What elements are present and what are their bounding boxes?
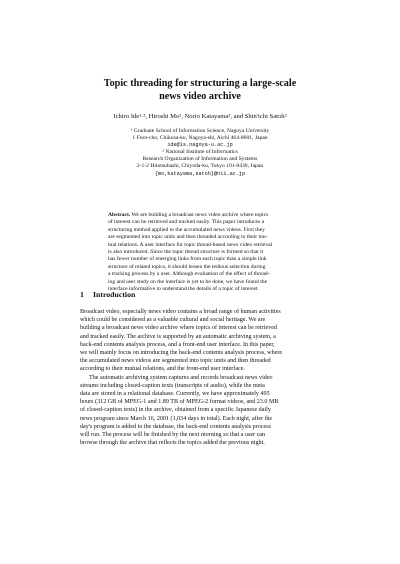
- body-line: the accumulated news videos are segmented into topic units and then threaded: [80, 358, 271, 365]
- body-line: streams including closed-caption texts (transcripts of audio), while the meta: [80, 382, 265, 389]
- abstract-line: a tracking process by a user. Although evaluation of the effect of thread-: [108, 271, 270, 278]
- section-title: Introduction: [93, 290, 136, 299]
- body-line: according to their mutual relations, and the front-end user interface.: [80, 366, 245, 373]
- body-line: news program since March 16, 2001 (1,034 days in total). Each night, after the: [80, 415, 273, 422]
- abstract-line: tual relations. A user interface for topic thread-based news video retrieval: [108, 241, 273, 248]
- affiliation-line: 1 Furo-cho, Chikusa-ku, Nagoya-shi, Aichi 464-8601, Japan: [132, 135, 268, 142]
- email-address: {mo,katayama,satoh}@nii.ac.jp: [154, 170, 246, 177]
- body-line: of closed-caption texts) in the archive, obtained from a specific Japanese daily: [80, 407, 271, 414]
- body-line: which could be considered as a valuable cultural and social heritage. We are: [80, 317, 266, 324]
- paper-title: [60, 78, 340, 103]
- body-text: [80, 308, 322, 447]
- body-line: will run. The process will be finished by the next morning so that a user can: [80, 432, 266, 439]
- affiliation-line: ¹ Graduate School of Information Science, Nagoya University: [130, 128, 270, 134]
- affiliation-line: ² National Institute of Informatics: [162, 149, 238, 156]
- section-heading: [80, 290, 135, 300]
- abstract-line: ing and user study on the interface is yet to be done, we have found the: [108, 278, 268, 285]
- title-line: Topic threading for structuring a large-scale: [103, 78, 297, 89]
- abstract-line: structuring method applied to the accumulated news videos. First they: [108, 226, 265, 233]
- affiliation-line: 2-1-2 Hitotsubashi, Chiyoda-ku, Tokyo 101-8430, Japan: [136, 163, 264, 170]
- abstract-line: is also introduced. Since the topic thread structure is formed so that it: [108, 249, 264, 256]
- body-line: browse through the archive that reflects the topics added the previous night.: [80, 440, 265, 447]
- affiliation-line: Research Organization of Information and Systems: [142, 156, 258, 163]
- email-address: ide@is.nagoya-u.ac.jp: [167, 142, 233, 149]
- author-list: Ichiro Ide¹·², Hiroshi Mo², Norio Katayama², and Shin'ichi Satoh²: [113, 113, 287, 120]
- body-line: we will mainly focus on introducing the back-end contents analysis process, where: [80, 350, 283, 357]
- abstract-first-text: We are building a broadcast news video archive where topics: [131, 212, 269, 218]
- abstract-label: Abstract.: [108, 212, 131, 218]
- body-line: building a broadcast news video archive where topics of interest can be retrieved: [80, 325, 277, 332]
- abstract-line: has fewer number of emerging links from each topic than a simple link: [108, 256, 267, 263]
- body-line: and tracked easily. The archive is supported by an automatic archiving system, a: [80, 333, 276, 340]
- body-line: hours (312 GB of MPEG-1 and 1.89 TB of MPEG-2 format videos, and 23.0 MB: [80, 399, 279, 406]
- abstract: [108, 212, 294, 293]
- title-line: news video archive: [159, 90, 241, 102]
- body-line: back-end contents analysis process, and a front-end user interface. In this paper,: [80, 341, 275, 348]
- body-line: day's program is added to the database, the back-end contents analysis process: [80, 423, 271, 430]
- abstract-line: are segmented into topic units and then threaded according to their mu-: [108, 234, 268, 241]
- abstract-line: of interest can be retrieved and tracked easily. This paper introduces a: [108, 219, 265, 226]
- abstract-line: interface informative to understand the details of a topic of interest.: [108, 286, 259, 293]
- body-line: data are stored in a relational database. Currently, we have approximately 495: [80, 391, 270, 398]
- affiliations: [60, 128, 340, 178]
- body-line: Broadcast video, especially news video contains a broad range of human activities: [80, 309, 281, 315]
- section-number: 1: [80, 290, 84, 299]
- abstract-line: structure of related topics, it should lessen the tedious selection during: [108, 263, 266, 270]
- body-line: The automatic archiving system captures and records broadcast news video: [89, 374, 273, 381]
